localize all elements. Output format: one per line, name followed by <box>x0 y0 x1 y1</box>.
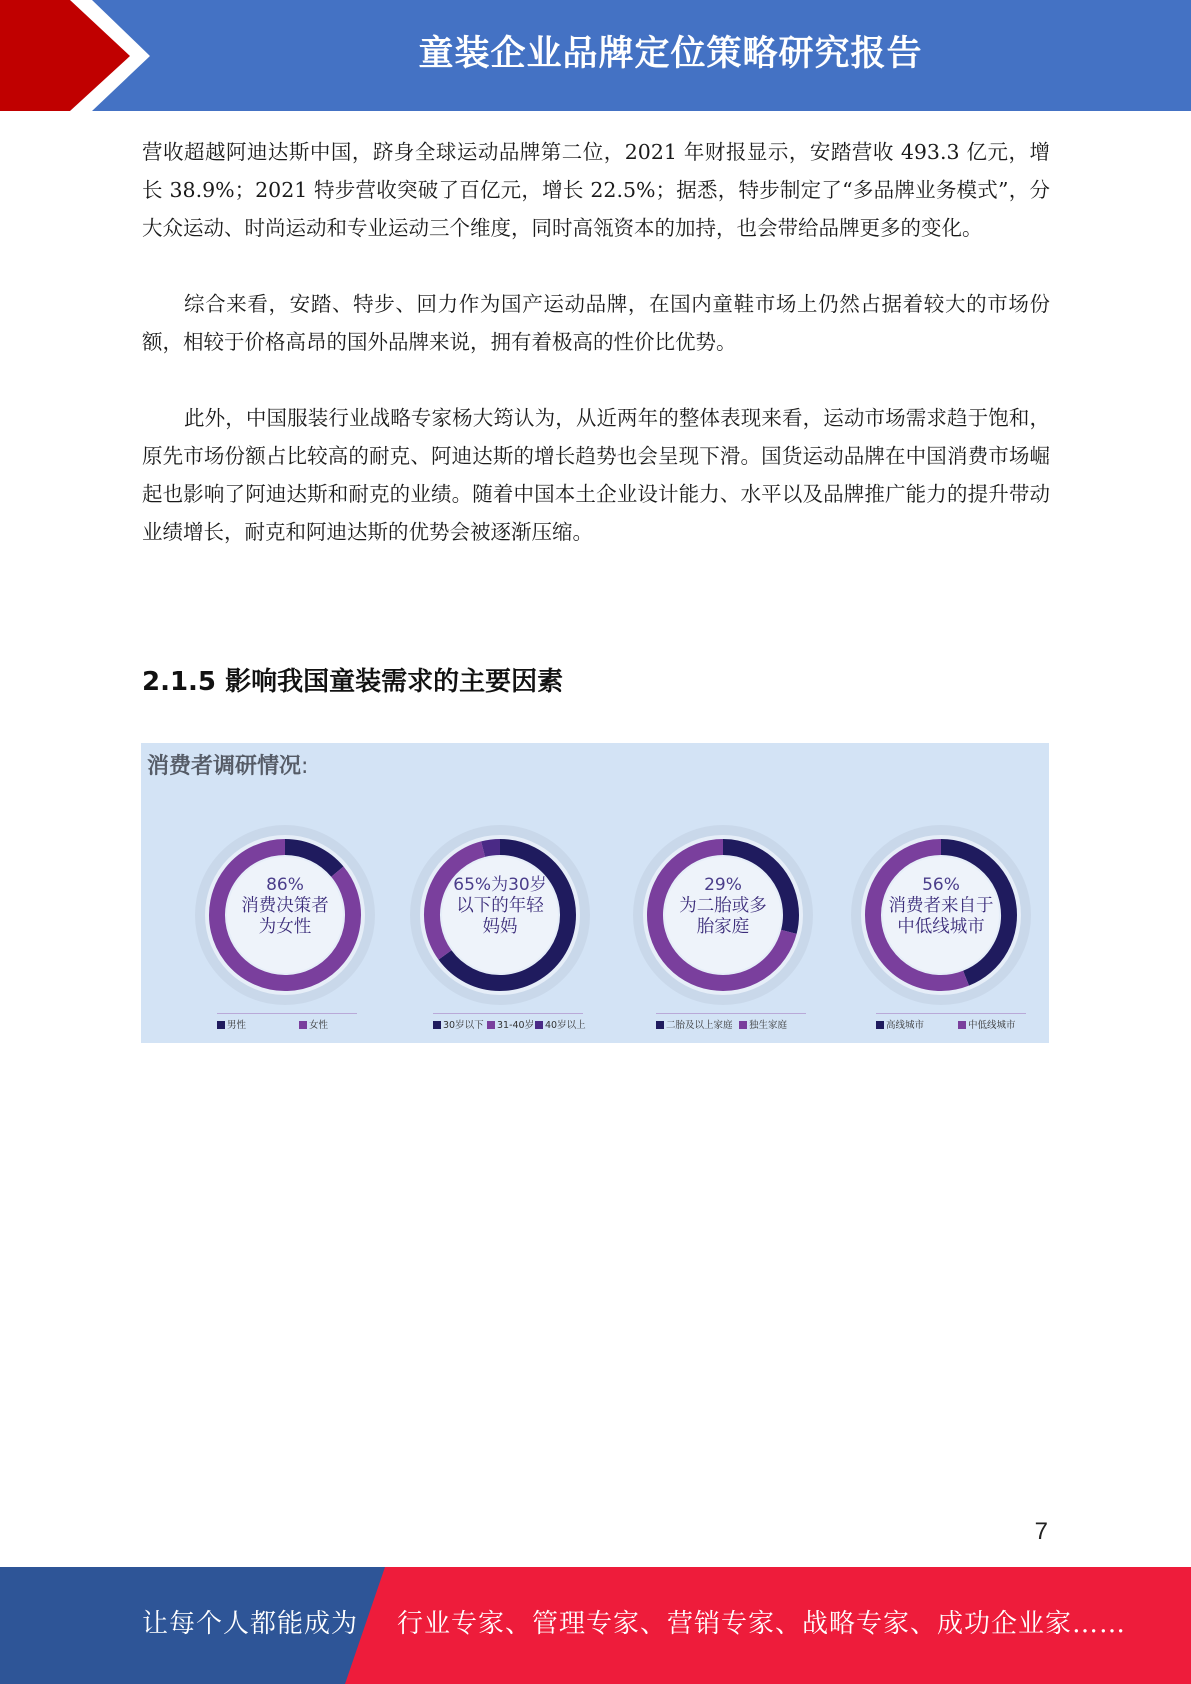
legend-item <box>535 1017 586 1031</box>
legend-label: 30岁以下 <box>443 1020 484 1031</box>
donut-description: 消费者来自于 中低线城市 <box>888 896 994 937</box>
legend-label: 31-40岁 <box>497 1020 535 1031</box>
paragraph-3: 此外，中国服装行业战略专家杨大筠认为，从近两年的整体表现来看，运动市场需求趋于饱和，原先市场份额占比较高的耐克、阿迪达斯的增长趋势也会呈现下滑。国货运动品牌在中国消费市场崛起也影响了阿迪达斯和耐克的业绩。随着中国本土企业设计能力、水平以及品牌推广能力的提升带动业绩增长，耐克和阿迪达斯的优势会被逐渐压缩。 <box>142 406 1050 544</box>
section-title: 2.1.5 影响我国童装需求的主要因素 <box>142 667 564 697</box>
legend-swatch <box>487 1021 495 1029</box>
donut-description: 以下的年轻 妈妈 <box>456 896 544 937</box>
legend-swatch <box>217 1021 225 1029</box>
donut-chart-female <box>193 823 377 1007</box>
donut-percent: 56% <box>922 875 960 895</box>
donut-chart-multi-child <box>631 823 815 1007</box>
donut-label <box>665 875 781 938</box>
legend-item <box>433 1017 484 1031</box>
donut-label <box>227 875 343 938</box>
consumer-survey-figure <box>141 743 1049 1043</box>
legend-swatch <box>656 1021 664 1029</box>
legend-item <box>656 1017 733 1031</box>
paragraph-1: 营收超越阿迪达斯中国，跻身全球运动品牌第二位，2021 年财报显示，安踏营收 493.3 亿元，增长 38.9%；2021 特步营收突破了百亿元，增长 22.5%；据悉，特步制定了“多品牌业务模式”，分大众运动、时尚运动和专业运动三个维度，同时高瓴资本的加持，也会带给品牌更多的变化。 <box>142 140 1050 240</box>
donut-segment <box>483 847 500 849</box>
legend-label: 独生家庭 <box>749 1020 788 1031</box>
donut-percent: 65%为30岁 <box>453 875 547 895</box>
legend-swatch <box>299 1021 307 1029</box>
donut-chart-young-mothers <box>408 823 592 1007</box>
legend-label: 二胎及以上家庭 <box>666 1020 733 1031</box>
report-title: 童装企业品牌定位策略研究报告 <box>418 34 923 74</box>
donut-percent: 29% <box>704 875 742 895</box>
legend-item <box>876 1017 924 1031</box>
donut-percent: 86% <box>266 875 304 895</box>
legend-label: 高线城市 <box>886 1020 925 1031</box>
footer-slogan-right: 行业专家、管理专家、营销专家、战略专家、成功企业家…… <box>397 1609 1127 1639</box>
legend-swatch <box>433 1021 441 1029</box>
page-footer <box>0 1567 1191 1684</box>
footer-slogan-left: 让每个人都能成为 <box>142 1609 359 1639</box>
legend-swatch <box>876 1021 884 1029</box>
legend-item <box>299 1017 328 1031</box>
legend-label: 女性 <box>309 1020 329 1031</box>
donut-chart-city-tier <box>849 823 1033 1007</box>
legend-item <box>217 1017 246 1031</box>
donut-description: 为二胎或多 胎家庭 <box>679 896 767 937</box>
legend-label: 40岁以上 <box>545 1020 586 1031</box>
legend-item <box>487 1017 534 1031</box>
survey-title <box>147 749 308 780</box>
legend-family <box>656 1013 806 1032</box>
legend-label: 中低线城市 <box>968 1020 1016 1031</box>
legend-female <box>217 1013 357 1032</box>
paragraph-2: 综合来看，安踏、特步、回力作为国产运动品牌，在国内童鞋市场上仍然占据着较大的市场份额，相较于价格高昂的国外品牌来说，拥有着极高的性价比优势。 <box>142 292 1050 354</box>
legend-age <box>433 1013 586 1032</box>
legend-city <box>876 1013 1026 1032</box>
donut-label <box>442 875 558 938</box>
survey-title-text: 消费者调研情况 <box>147 754 302 779</box>
legend-swatch <box>535 1021 543 1029</box>
legend-swatch <box>739 1021 747 1029</box>
legend-label: 男性 <box>227 1020 247 1031</box>
legend-item <box>958 1017 1016 1031</box>
legend-swatch <box>958 1021 966 1029</box>
donut-label <box>883 875 999 938</box>
page-header <box>0 0 1191 111</box>
page-number: 7 <box>1034 1518 1048 1545</box>
donut-description: 消费决策者 为女性 <box>241 896 329 937</box>
legend-item <box>739 1017 787 1031</box>
survey-title-suffix: : <box>301 754 309 779</box>
